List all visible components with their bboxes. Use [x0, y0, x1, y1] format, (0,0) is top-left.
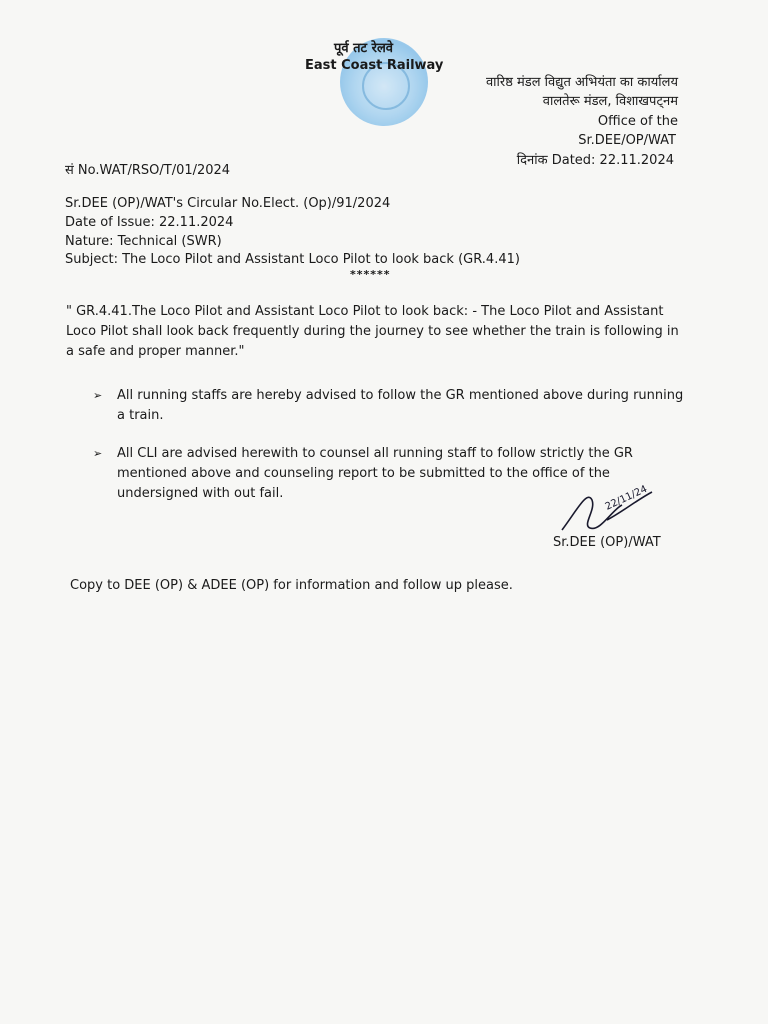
- division-name-hindi: वालतेरू मंडल, विशाखपट्नम: [542, 94, 678, 109]
- gr-quote-paragraph: " GR.4.41.The Loco Pilot and Assistant Loco Pilot to look back: - The Loco Pilot and Assistant Loco Pilot shall look back frequently during the journey to see whether the train is following in a safe and proper manner.": [66, 304, 679, 359]
- subject-line: Subject: The Loco Pilot and Assistant Loco Pilot to look back (GR.4.41): [65, 252, 520, 267]
- railway-name-hindi: पूर्व तट रेलवे: [334, 41, 393, 56]
- copy-to-line: Copy to DEE (OP) & ADEE (OP) for information and follow up please.: [70, 578, 513, 593]
- reference-number: सं No.WAT/RSO/T/01/2024: [65, 163, 231, 178]
- nature-of-circular: Nature: Technical (SWR): [65, 234, 222, 249]
- handwritten-signature: [552, 480, 662, 540]
- separator-stars: ******: [350, 268, 391, 281]
- arrow-bullet-icon: ➢: [93, 447, 103, 460]
- date-of-issue: Date of Issue: 22.11.2024: [65, 215, 234, 230]
- office-name-hindi: वारिष्ठ मंडल विद्युत अभियंता का कार्यालय: [485, 75, 678, 90]
- railway-name-english: East Coast Railway: [305, 58, 444, 73]
- signatory-designation: Sr.DEE (OP)/WAT: [553, 535, 661, 550]
- document-date: दिनांक Dated: 22.11.2024: [516, 153, 674, 168]
- signature-date: 22/11/24: [603, 483, 649, 513]
- office-designation: Sr.DEE/OP/WAT: [578, 133, 676, 148]
- circular-number: Sr.DEE (OP)/WAT's Circular No.Elect. (Op)/91/2024: [65, 196, 391, 211]
- office-label: Office of the: [597, 114, 678, 129]
- arrow-bullet-icon: ➢: [93, 389, 103, 402]
- bullet-text: All running staffs are hereby advised to follow the GR mentioned above during running a train.: [117, 388, 684, 423]
- bullet-text: All CLI are advised herewith to counsel all running staff to follow strictly the GR mentioned above and counseling report to be submitted to the office of the undersigned with out fail.: [117, 446, 633, 501]
